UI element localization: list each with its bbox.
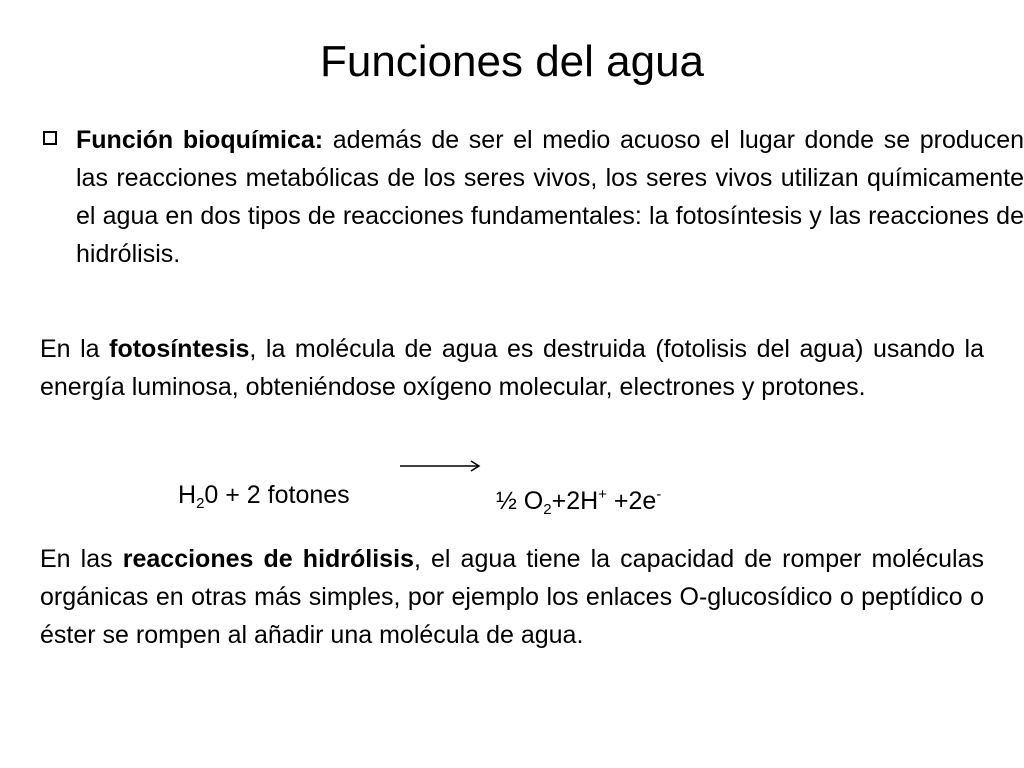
product-oxygen: ½ O [496,487,544,515]
checkbox-square-icon [43,131,57,145]
equation-products [496,478,661,527]
product-protons-charge: + [598,486,607,503]
product-oxygen-subscript: 2 [543,501,552,518]
right-arrow-icon [398,459,482,473]
slide-title: Funciones del agua [319,37,705,86]
equation-reactants [178,478,350,521]
hidrolisis-bold-term: reacciones de hidrólisis [122,545,414,573]
bullet-body: además de ser el medio acuoso el lugar donde se producen las reacciones metabólicas de los seres vivos, los seres vivos utilizan químicamente el agua en dos tipos de reacciones fundamentales: la fotosíntesis y las reacciones de hidrólisis. [76,126,1024,268]
product-electrons: +2e [606,487,657,515]
product-electrons-charge: - [656,486,662,503]
product-protons: +2H [551,487,599,515]
hidrolisis-paragraph [40,540,984,654]
hidrolisis-body: , el agua tiene la capacidad de romper moléculas orgánicas en otras más simples, por ejemplo los enlaces O-glucosídico o peptídico o éster se rompen al añadir una molécula de agua. [40,545,985,649]
fotosintesis-prefix: En la [40,335,110,363]
fotosintesis-bold-term: fotosíntesis [109,335,250,363]
fotosintesis-body: , la molécula de agua es destruida (fotolisis del agua) usando la energía luminosa, obteniéndose oxígeno molecular, electrones y protones. [40,335,984,401]
fotosintesis-paragraph [40,330,984,406]
reactant-tail: 0 + 2 fotones [204,481,350,509]
reactant-h: H [178,481,197,509]
photolysis-equation [0,454,1024,534]
reactant-h-subscript: 2 [196,495,205,512]
bullet-bold-lead: Función bioquímica: [76,126,324,154]
bullet-text [76,121,1024,273]
hidrolisis-prefix: En las [40,545,123,573]
